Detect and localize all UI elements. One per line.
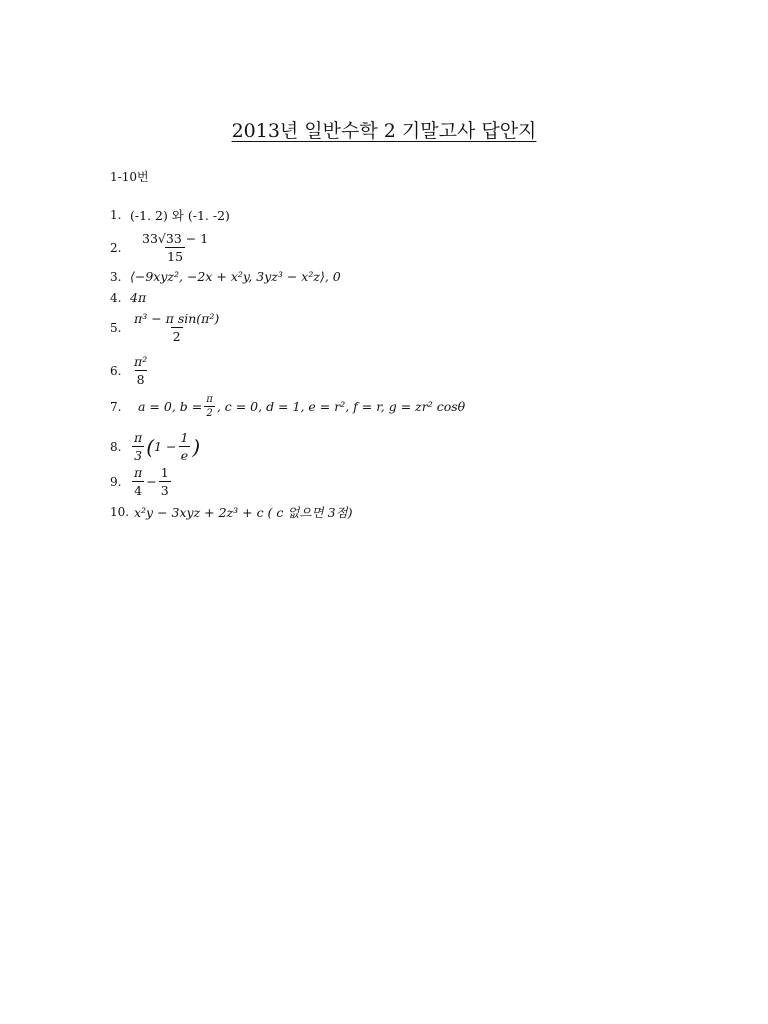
answer-number: 8. — [110, 439, 122, 454]
answer-text: 4π — [130, 290, 147, 305]
fraction-denominator: 8 — [136, 372, 145, 387]
answer-number: 10. — [110, 505, 130, 519]
answer-number: 3. — [110, 269, 122, 284]
answer-text: ⟨−9xyz², −2x + x²y, 3yz³ − x²z⟩, 0 — [130, 269, 341, 284]
fraction-denominator: 4 — [134, 483, 143, 498]
fraction-numerator: π — [134, 465, 143, 480]
answer-number: 1. — [110, 208, 122, 222]
answer-row-8 — [110, 430, 200, 463]
answer-row-9 — [110, 465, 173, 498]
answer-number: 7. — [110, 399, 122, 414]
answer-number: 9. — [110, 474, 122, 489]
fraction-numerator: 1 — [180, 430, 189, 445]
answer-number: 5. — [110, 320, 122, 335]
section-label: 1-10번 — [110, 170, 149, 184]
answer-row-7 — [110, 394, 465, 419]
answer-text: (-1. 2) 와 (-1. -2) — [130, 208, 230, 223]
close-paren: ) — [192, 434, 201, 459]
answer-row-3 — [110, 269, 341, 284]
answer-row-4 — [110, 290, 146, 305]
answer-row-6 — [110, 354, 151, 387]
fraction-denominator: 3 — [134, 448, 143, 463]
answer-text: x²y − 3xyz + 2z³ + c ( c 없으면 3점) — [134, 505, 353, 520]
answer-fraction — [159, 465, 171, 498]
fraction-numerator: 1 — [160, 465, 169, 480]
fraction-denominator: 15 — [167, 249, 184, 264]
fraction-denominator: 2 — [172, 329, 181, 344]
page-title: 2013년 일반수학 2 기말고사 답안지 — [231, 120, 537, 142]
answer-text: − — [146, 474, 157, 489]
answer-row-1 — [110, 206, 230, 224]
answer-text: , c = 0, d = 1, e = r², f = r, g = zr² cosθ — [216, 399, 466, 414]
answer-fraction — [132, 354, 149, 387]
answer-number: 6. — [110, 363, 122, 378]
answer-fraction — [132, 311, 221, 344]
fraction-numerator: π³ − π sin(π²) — [134, 311, 220, 326]
answer-fraction — [132, 465, 144, 498]
answer-fraction — [178, 430, 190, 463]
answer-row-2 — [110, 231, 212, 264]
fraction-numerator: 33√33 − 1 — [142, 231, 209, 246]
answer-fraction — [140, 231, 210, 264]
fraction-numerator: π — [134, 430, 143, 445]
answer-text: 1 − — [154, 439, 177, 454]
answer-number: 2. — [110, 240, 122, 255]
fraction-denominator: e — [180, 448, 189, 463]
fraction-numerator: π² — [134, 354, 148, 369]
answer-number: 4. — [110, 290, 122, 305]
answer-fraction — [132, 430, 144, 463]
answer-text: a = 0, b = — [138, 399, 203, 414]
open-paren: ( — [146, 434, 155, 459]
answer-fraction — [204, 394, 215, 419]
answer-row-10 — [110, 503, 353, 521]
fraction-denominator: 2 — [206, 408, 213, 419]
fraction-numerator: π — [206, 394, 213, 405]
fraction-denominator: 3 — [160, 483, 169, 498]
answer-row-5 — [110, 311, 223, 344]
